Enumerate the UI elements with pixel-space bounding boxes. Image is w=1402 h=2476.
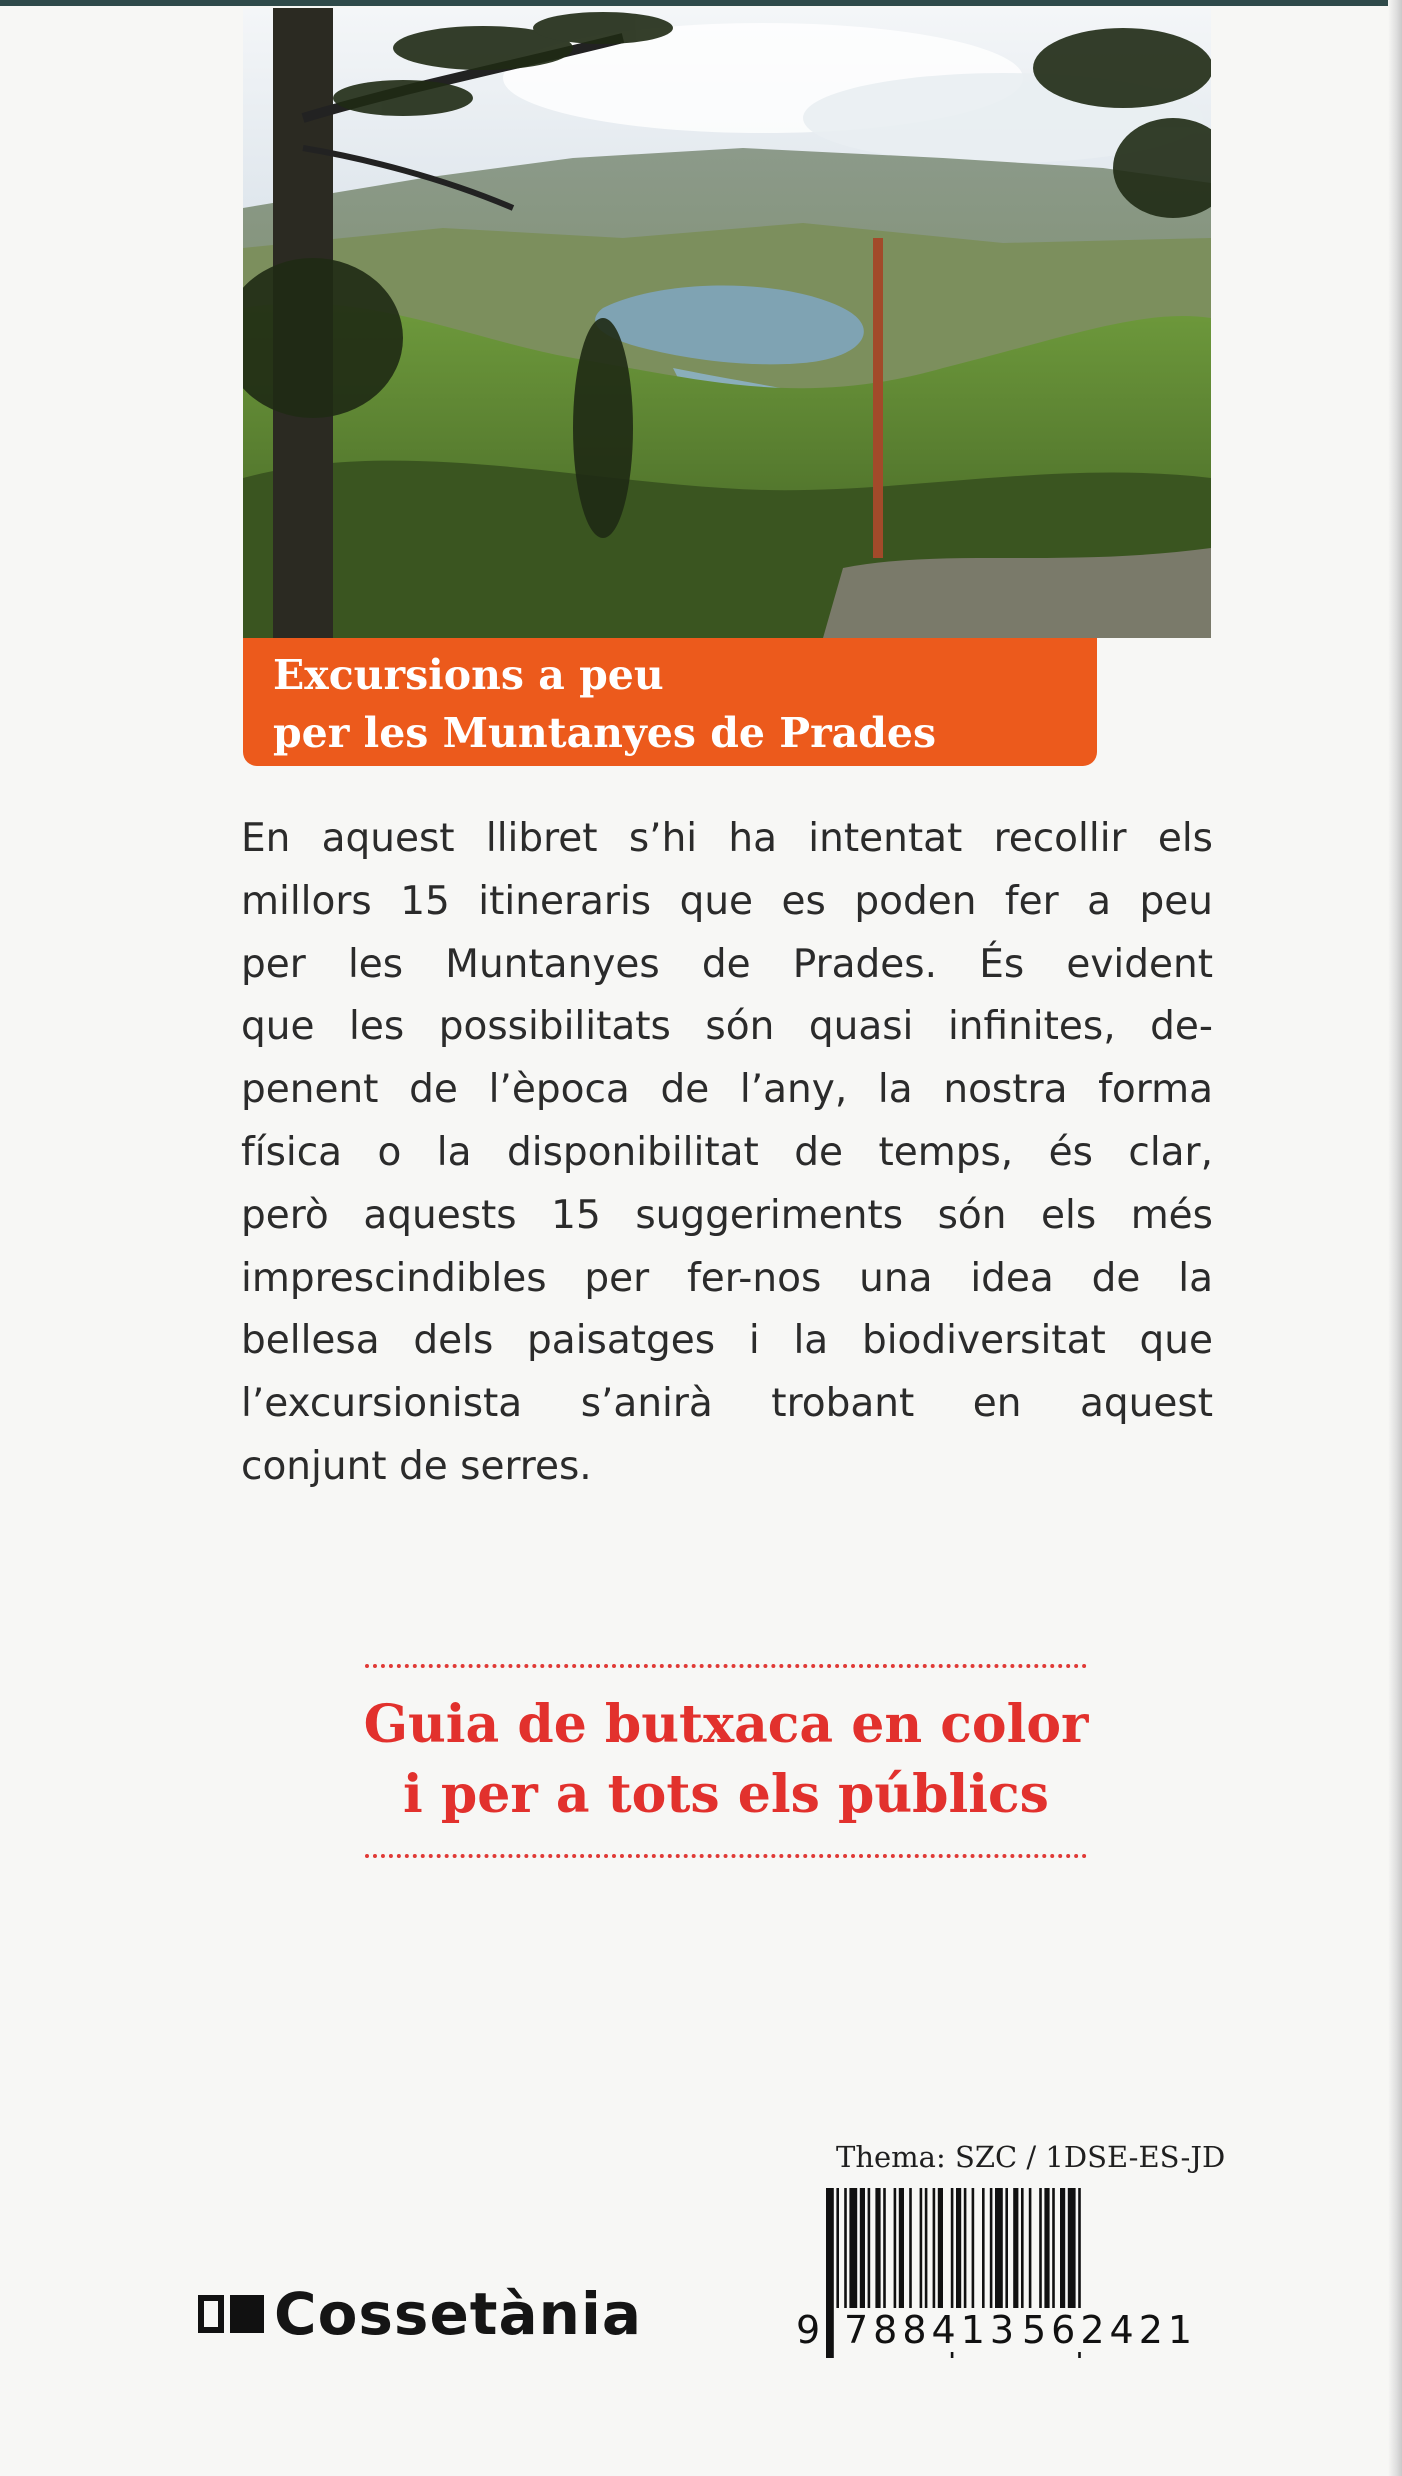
barcode-bar <box>1005 2188 1008 2308</box>
barcode-bar <box>1029 2188 1032 2308</box>
barcode-bar <box>1013 2188 1018 2308</box>
isbn-first-digit: 9 <box>796 2308 821 2352</box>
cover-spine-edge <box>1388 0 1402 2476</box>
title-banner <box>243 638 1097 766</box>
barcode-bar <box>836 2188 839 2308</box>
barcode-bar <box>933 2188 936 2308</box>
isbn-right-group: 562421 <box>1022 2308 1198 2352</box>
book-description <box>241 808 1213 1499</box>
isbn-number <box>796 2308 1216 2352</box>
barcode-bar <box>899 2188 904 2308</box>
isbn-left-group: 788413 <box>844 2308 1020 2352</box>
publisher-logo <box>198 2278 642 2350</box>
description-line: l’excursionista s’anirà trobant en aquest <box>241 1381 1213 1427</box>
cossetania-logo-icon <box>198 2295 264 2333</box>
barcode-bar <box>868 2188 871 2308</box>
barcode-bar <box>844 2188 847 2308</box>
dotted-divider-bottom <box>365 1854 1087 1858</box>
barcode-bar <box>956 2188 961 2308</box>
description-line: però aquests 15 suggeriments són els més <box>241 1192 1213 1238</box>
barcode-bar <box>1039 2188 1042 2308</box>
landscape-photo <box>243 8 1211 638</box>
description-line: penent de l’època de l’any, la nostra forma <box>241 1067 1213 1113</box>
book-title-line-1: Excursions a peu <box>273 651 664 699</box>
tagline <box>300 1690 1152 1830</box>
thema-code: Thema: SZC / 1DSE-ES-JD <box>836 2140 1226 2174</box>
description-line: física o la disponibilitat de temps, és clar, <box>241 1129 1213 1175</box>
barcode-bar <box>875 2188 880 2308</box>
barcode-bar <box>920 2188 923 2308</box>
barcode-bar <box>995 2188 1003 2308</box>
description-line: bellesa dels paisatges i la biodiversitat que <box>241 1318 1213 1364</box>
barcode-bar <box>860 2188 865 2308</box>
barcode-bar <box>982 2188 985 2308</box>
barcode-bar <box>1021 2188 1024 2308</box>
cover-photo <box>243 8 1211 638</box>
barcode-bar <box>849 2188 857 2308</box>
tagline-line-2: i per a tots els públics <box>403 1764 1049 1825</box>
description-line: millors 15 itineraris que es poden fer a peu <box>241 878 1213 924</box>
description-line: que les possibilitats són quasi infinites, de- <box>241 1004 1213 1050</box>
logo-open-square <box>198 2295 224 2333</box>
description-line: imprescindibles per fer-nos una idea de la <box>241 1255 1213 1301</box>
cover-top-edge <box>0 0 1402 6</box>
description-line: En aquest llibret s’hi ha intentat recollir els <box>241 816 1213 861</box>
barcode-bar <box>925 2188 928 2308</box>
barcode-bar <box>909 2188 912 2308</box>
barcode-bar <box>938 2188 943 2308</box>
book-title-line-2: per les Muntanyes de Prades <box>273 709 937 757</box>
barcode-bar <box>990 2188 993 2308</box>
description-line: per les Muntanyes de Prades. És evident <box>241 941 1213 987</box>
barcode-bar <box>972 2188 975 2308</box>
dotted-divider-top <box>365 1664 1087 1668</box>
description-line: conjunt de serres. <box>241 1443 592 1489</box>
barcode-bar <box>1068 2188 1076 2308</box>
barcode-bar <box>883 2188 886 2308</box>
barcode-bar <box>1044 2188 1049 2308</box>
logo-solid-square <box>230 2295 264 2333</box>
barcode-bar <box>894 2188 897 2308</box>
publisher-name: Cossetània <box>274 2280 642 2348</box>
barcode-bar <box>1052 2188 1055 2308</box>
tagline-line-1: Guia de butxaca en color <box>363 1694 1089 1755</box>
barcode-bar <box>1060 2188 1065 2308</box>
barcode-bar <box>964 2188 967 2308</box>
